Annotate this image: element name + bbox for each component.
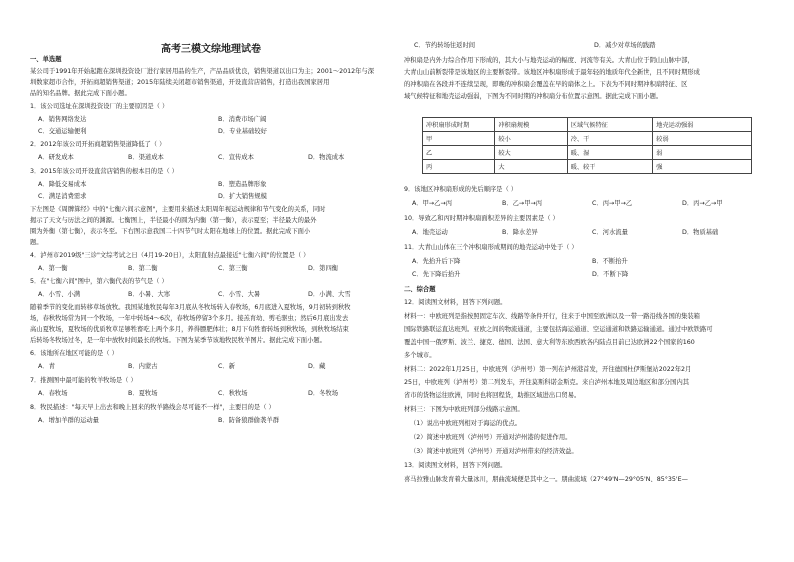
option[interactable]: A．增加羊群的运动量 — [38, 417, 99, 424]
option[interactable]: B．消费市场广阔 — [218, 116, 267, 123]
question-7: 7．推测图中最可能的牧羊牧场是（ ） — [30, 377, 137, 384]
option[interactable]: C．河水流量 — [592, 229, 628, 236]
table-cell: 暖、较干 — [567, 160, 653, 174]
option[interactable]: A．研发成本 — [38, 154, 74, 161]
option[interactable]: A．销售网络发达 — [38, 116, 87, 123]
material-line: 材料三：下图为中欧班列部分线路示意图。 — [404, 406, 524, 413]
option[interactable]: A．甲→乙→丙 — [412, 200, 453, 207]
table-cell: 较大 — [495, 146, 567, 160]
passage-line: 圳数家超市合作，开拓商超销售渠道；2015年陆续关闭超市销售渠道，开设直营店销售，打造出我国家居用 — [30, 79, 330, 86]
material-line: 材料二：2022年1月25日，中欧班列（泸州号）第一列在泸州港首发，开往德国杜伊斯堡站2022年2月 — [404, 366, 692, 373]
material-line: 省市的货物运往欧洲，同时也将回程货，助推区域进出口贸易。 — [404, 392, 581, 399]
option[interactable]: D．冬牧场 — [308, 390, 339, 397]
option[interactable]: C．新 — [218, 363, 235, 370]
option[interactable]: B．塑造品牌形象 — [218, 181, 267, 188]
passage-line: 域气候特征和地壳运动强弱，下图为不同时期的冲积扇分布位置示意图。据此完成下面小题。 — [404, 93, 663, 100]
option[interactable]: A．地壳运动 — [412, 229, 448, 236]
table-header: 区域气候特征 — [567, 118, 653, 132]
option[interactable]: C．第三衡 — [218, 265, 248, 272]
table-cell: 大 — [495, 160, 567, 174]
option[interactable]: C．交通运输便利 — [38, 128, 87, 135]
table-row — [423, 146, 752, 160]
table-cell: 甲 — [423, 132, 495, 146]
question-3: 3．2015年该公司开设直营店销售的根本目的是（ ） — [30, 168, 178, 175]
option[interactable]: A．先抬升后下降 — [412, 258, 461, 265]
table-cell: 乙 — [423, 146, 495, 160]
passage-line: 冲积扇是内外力综合作用下形成的，其大小与地壳运动的幅度、河流等有关。大青山位于阴山山脉中部， — [404, 57, 694, 64]
passage-line: 高山夏牧场，夏牧场的优质牧草足够牲畜吃上两个多月，养得膘肥体壮；8月下旬牲畜转场到秋牧场，到秋牧场结束 — [30, 326, 349, 333]
passage-line: 的冲积扇在各段并不连续呈现，即晚的冲积扇会覆盖在早的扇体之上。下表为不同时期冲积扇特征、区 — [404, 81, 688, 88]
table-header-row — [423, 118, 752, 132]
option[interactable]: B．降水差异 — [502, 229, 538, 236]
question-11: 11．大青山山体在三个冲积扇形成期间的地壳运动中处于（ ） — [404, 244, 578, 251]
option[interactable]: B．内蒙古 — [128, 363, 158, 370]
option[interactable]: C．秋牧场 — [218, 390, 248, 397]
table-cell: 冷、干 — [567, 132, 653, 146]
option[interactable]: C．丙→甲→乙 — [592, 200, 633, 207]
question-5: 5．在"七衡六间"图中，第六衡代表的节气是（ ） — [30, 278, 168, 285]
table-cell: 较小 — [495, 132, 567, 146]
sub-question: （3）简述中欧班列（泸州号）开通对泸州带来的经济效益。 — [410, 448, 578, 455]
table-cell: 较弱 — [653, 132, 752, 146]
question-10: 10．导致乙和丙时期冲积扇面积差异的主要因素是（ ） — [404, 215, 559, 222]
sub-question: （2）简述中欧班列（泸州号）开通对泸州港的促进作用。 — [410, 434, 572, 441]
question-13: 13．阅读图文材料，回答下列问题。 — [404, 462, 507, 469]
option[interactable]: B．第二衡 — [128, 265, 158, 272]
option[interactable]: A．小雪、小满 — [38, 291, 81, 298]
question-9: 9．该地区冲积扇形成的先后顺序是（ ） — [404, 186, 518, 193]
option[interactable]: B．夏牧场 — [128, 390, 158, 397]
table-header: 冲积扇规模 — [495, 118, 567, 132]
option[interactable]: D．小满、大雪 — [308, 291, 351, 298]
option[interactable]: D．物流成本 — [308, 154, 345, 161]
passage-line: 喜马拉雅山脉发育着大量冰川，朋曲流域便是其中之一。朋曲流域（27°49'N—29°05'N、85°35'E— — [404, 476, 688, 483]
table-cell: 强 — [653, 160, 752, 174]
passage-line: 圈为外衡（第七衡），表示冬至。下右图示意我国二十四节气时太阳在地球上的位置。据此完成下面小 — [30, 228, 311, 235]
option[interactable]: D．减少对草场的践踏 — [594, 42, 656, 49]
table-cell: 暖、湿 — [567, 146, 653, 160]
table-row — [423, 132, 752, 146]
passage-line: 某公司于1991年开始起跑在深圳投资设厂进行家居用品的生产，产品品质优良，销售渠道以出口为主；2001～2012年与深 — [30, 68, 375, 75]
option[interactable]: B．小暑、大寒 — [128, 291, 171, 298]
option[interactable]: A．青 — [38, 363, 55, 370]
option[interactable]: D．第四衡 — [308, 265, 339, 272]
option[interactable]: D．藏 — [308, 363, 326, 370]
option[interactable]: A．降低交易成本 — [38, 181, 87, 188]
page-title: 高考三模文综地理试卷 — [161, 44, 261, 55]
section-heading: 二、综合题 — [404, 286, 436, 293]
option[interactable]: A．第一衡 — [38, 265, 68, 272]
option[interactable]: B．乙→甲→丙 — [502, 200, 543, 207]
option[interactable]: D．扩大销售规模 — [218, 193, 267, 200]
option[interactable]: B．不断抬升 — [592, 258, 628, 265]
passage-line: 后转场冬牧场过冬，是一年中放牧时间最长的牧场。下图为某季节该地牧民牧羊图片。据此完成下面小题。 — [30, 337, 326, 344]
material-line: 25日，中欧班列（泸州号）第二列发车，开往莫斯科诺金斯克。来自泸州本地及周边地区和部分国内其 — [404, 379, 690, 386]
option[interactable]: D．物质基础 — [682, 229, 719, 236]
option[interactable]: C．满足消费需求 — [38, 193, 87, 200]
passage-line: 随着季节的变化而转移草场放牧。我国某地牧民每年3月底从冬牧场转入春牧场，6月底进入夏牧场，9月初转到秋牧 — [30, 304, 351, 311]
table-header: 地壳运动强弱 — [653, 118, 752, 132]
passage-line: 下左图是《周髀算经》中的"七衡六间示意图"，主要用来描述太阳周年视运动规律和节气变化的关系，同时 — [30, 206, 326, 213]
option[interactable]: C．节约转场往返时间 — [414, 42, 476, 49]
option[interactable]: D．丙→乙→甲 — [682, 200, 723, 207]
section-heading: 一、单选题 — [30, 56, 62, 63]
alluvial-fan-table — [422, 117, 752, 174]
table-cell: 丙 — [423, 160, 495, 174]
passage-line: 题。 — [30, 239, 43, 246]
question-4: 4．泸州市2019级"三诊"文综考试之日（4月19-20日），太阳直射点最接近"七衡六间"的位置是（ ） — [30, 252, 310, 259]
passage-line: 大青山山前断裂带是该地区的主要断裂带。该地区冲积扇形成于最年轻的地质年代全新世，且不同时期形成 — [404, 69, 700, 76]
passage-line: 场，春秋牧场常为同一个牧场，一年中转场4～6次，春牧场停留3个多月。接羔育幼、剪毛驱虫；然后6月底出发去 — [30, 315, 349, 322]
material-line: 材料一：中欧班列是指按照固定车次、线路等条件开行，往来于中国至欧洲以及一带一路沿线各国的集装箱 — [404, 313, 700, 320]
material-line: 多个城市。 — [404, 352, 436, 359]
question-1: 1．该公司选址在深圳投资设厂的主要原因是（ ） — [30, 103, 169, 110]
passage-line: 揭示了天文与历法之间的渊源。七衡图上，半径最小的圆为内衡（第一衡），表示夏至；半径最大的最外 — [30, 217, 317, 224]
material-line: 国际铁路联运直达班列。亚欧之间的物流通道，主要包括海运通道、空运通道和铁路运输通道。通过中欧铁路可 — [404, 326, 713, 333]
question-12: 12．阅读图文材料，回答下列问题。 — [404, 299, 507, 306]
option[interactable]: D．专业基础较好 — [218, 128, 267, 135]
sub-question: （1）说出中欧班列相对于海运的优点。 — [410, 420, 522, 427]
option[interactable]: B．防备狼群偷袭羊群 — [218, 417, 279, 424]
option[interactable]: B．渠道成本 — [128, 154, 164, 161]
option[interactable]: C．小雪、大暑 — [218, 291, 261, 298]
question-8: 8．牧民描述："每天早上出去和晚上回来的牧羊路线会尽可能不一样"，主要目的是（ ） — [30, 404, 275, 411]
question-2: 2．2012年该公司开拓商超销售渠道降低了（ ） — [30, 141, 166, 148]
question-6: 6．该地所在地区可能的是（ ） — [30, 350, 118, 357]
table-header: 冲积扇形成时期 — [423, 118, 495, 132]
material-line: 覆盖中国一俄罗斯、波兰、捷克、德国、法国、意大利等东欧西欧各内陆点目前已达欧洲22个国家的160 — [404, 339, 695, 346]
passage-line: 品的知名品牌。据此完成下面小题。 — [30, 90, 131, 97]
option[interactable]: D．不断下降 — [592, 271, 629, 278]
table-row — [423, 160, 752, 174]
option[interactable]: C．宣传成本 — [218, 154, 254, 161]
option[interactable]: A．春牧场 — [38, 390, 68, 397]
option[interactable]: C．先下降后抬升 — [412, 271, 461, 278]
table-cell: 弱 — [653, 146, 752, 160]
